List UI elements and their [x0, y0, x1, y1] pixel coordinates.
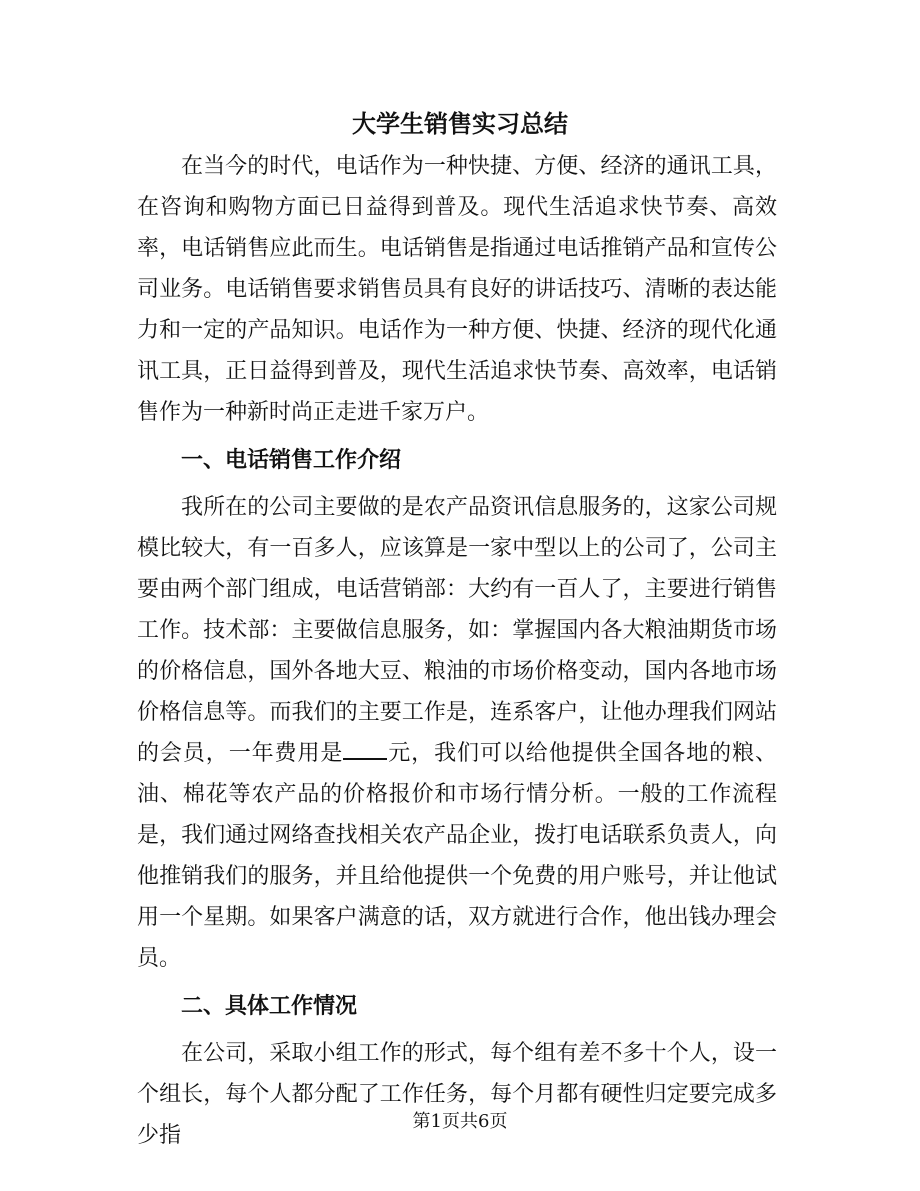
sales-intro-paragraph: [137, 487, 777, 979]
page-number-footer: 第1页共6页: [412, 1111, 508, 1132]
section-heading-work-details: 二、具体工作情况: [181, 993, 358, 1019]
sales-intro-text-part1: 我所在的公司主要做的是农产品资讯信息服务的，这家公司规模比较大，有一百多人，应该算是一家中型以上的公司了，公司主要由两个部门组成，电话营销部：大约有一百人了，主要进行销售工作。技术部：主要做信息服务，如：掌握国内各大粮油期货市场的价格信息，国外各地大豆、粮油的市场价格变动，国内各地市场价格信息等。而我们的主要工作是，连系客户，让他办理我们网站的会员，一年费用是: [137, 495, 777, 766]
document-title: 大学生销售实习总结: [352, 109, 568, 138]
fee-blank-line: [343, 736, 387, 760]
sales-intro-text-part2: 元，我们可以给他提供全国各地的粮、油、棉花等农产品的价格报价和市场行情分析。一般的工作流程是，我们通过网络查找相关农产品企业，拨打电话联系负责人，向他推销我们的服务，并且给他提供一个免费的用户账号，并让他试用一个星期。如果客户满意的话，双方就进行合作，他出钱办理会员。: [137, 741, 777, 971]
document-body: [137, 146, 777, 1156]
intro-paragraph: 在当今的时代，电话作为一种快捷、方便、经济的通讯工具，在咨询和购物方面已日益得到普及。现代生活追求快节奏、高效率，电话销售应此而生。电话销售是指通过电话推销产品和宣传公司业务。电话销售要求销售员具有良好的讲话技巧、清晰的表达能力和一定的产品知识。电话作为一种方便、快捷、经济的现代化通讯工具，正日益得到普及，现代生活追求快节奏、高效率，电话销售作为一种新时尚正走进千家万户。: [137, 154, 777, 425]
work-details-paragraph: 在公司，采取小组工作的形式，每个组有差不多十个人，设一个组长，每个人都分配了工作任务，每个月都有硬性归定要完成多少指: [137, 1041, 777, 1148]
section-heading-sales-intro: 一、电话销售工作介绍: [181, 447, 402, 473]
